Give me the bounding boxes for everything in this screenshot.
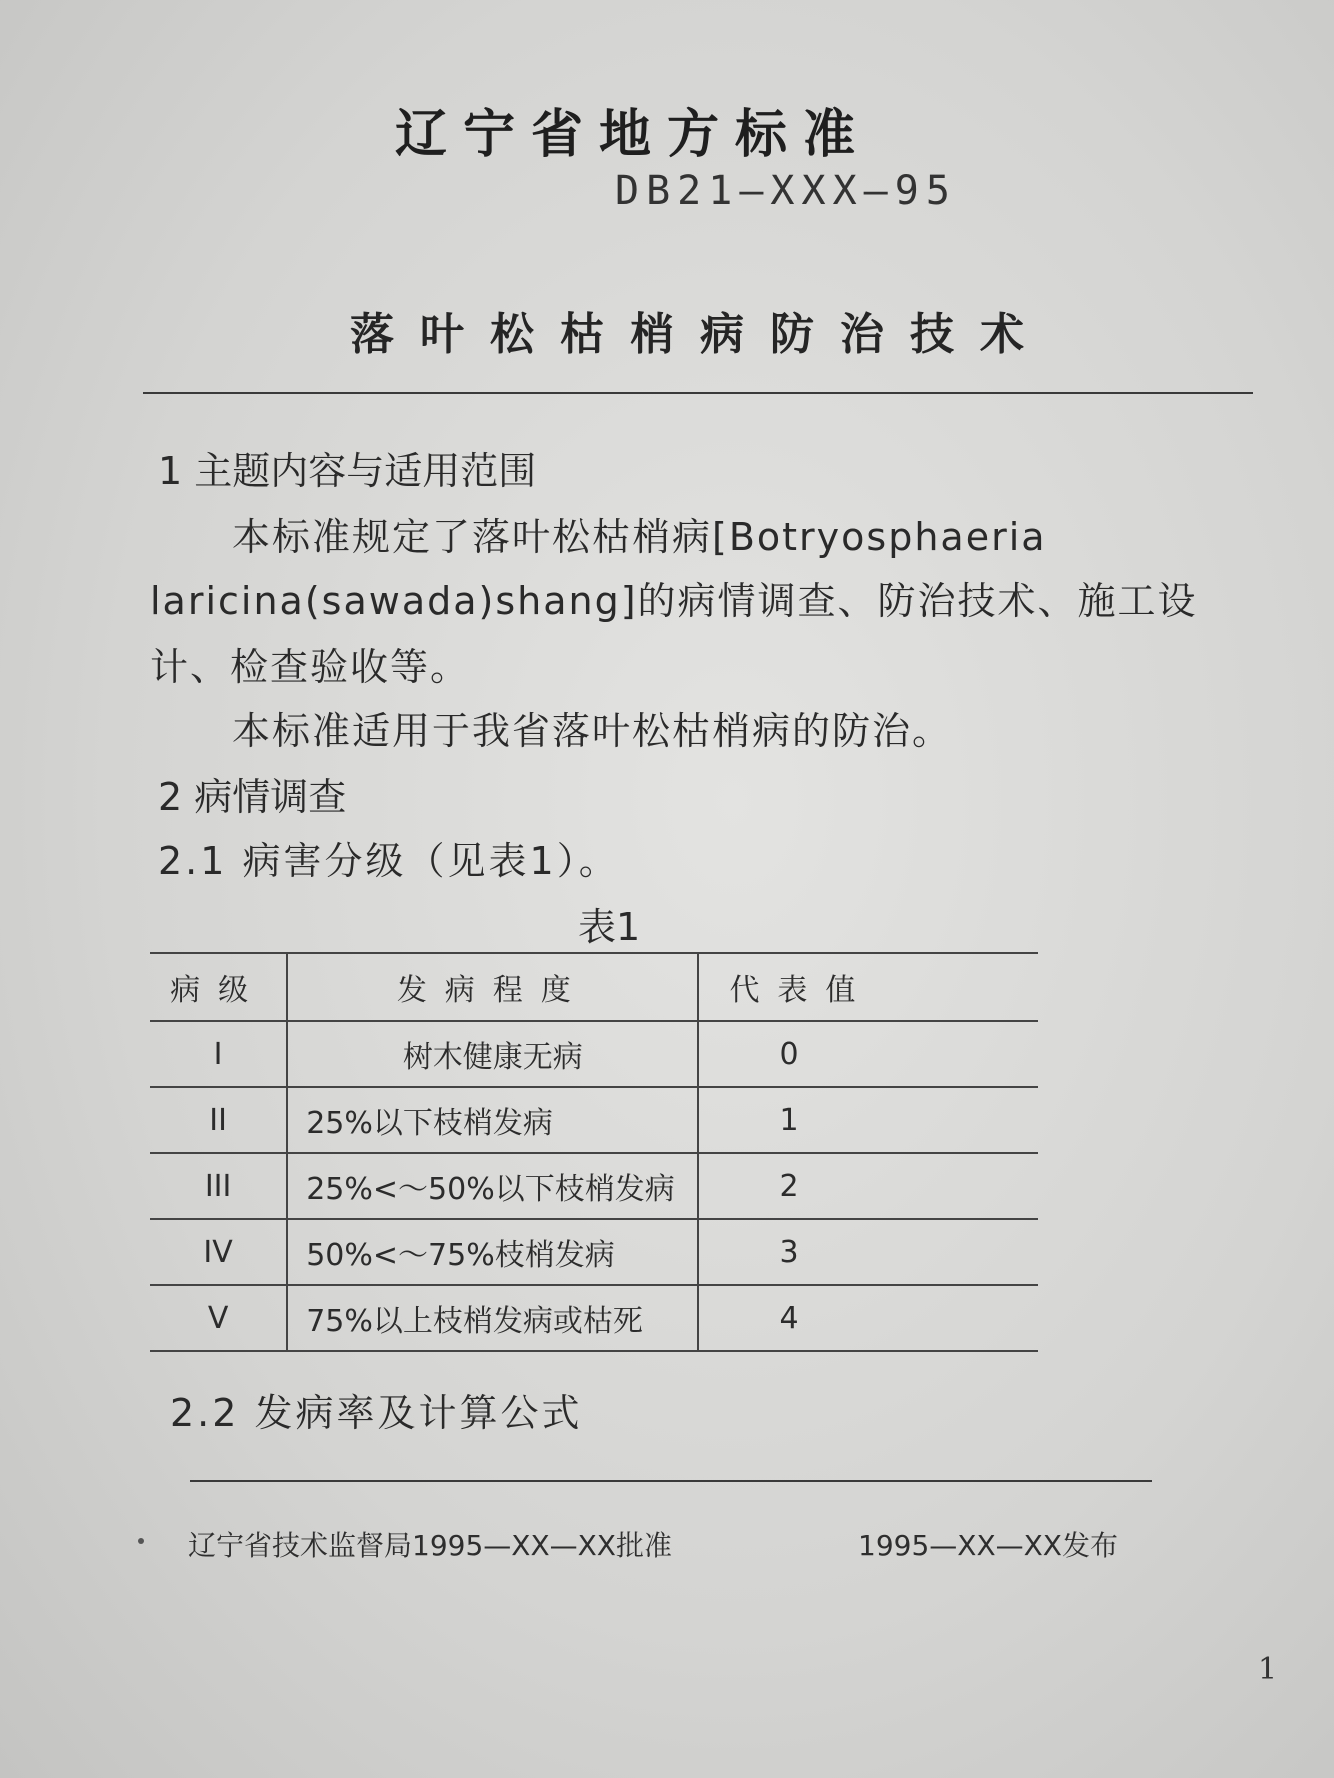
page-number: 1: [1258, 1652, 1278, 1687]
section-1-paragraph-1-line-2: laricina(sawada)shang]的病情调查、防治技术、施工设: [150, 579, 1198, 623]
column-header-grade: 病级: [150, 953, 287, 1021]
grade-cell: IV: [150, 1219, 287, 1285]
column-header-value: 代表值: [698, 953, 1038, 1021]
table-row: [150, 1153, 1038, 1219]
table-row: [150, 1219, 1038, 1285]
grade-cell: V: [150, 1285, 287, 1351]
column-header-severity: 发病程度: [287, 953, 698, 1021]
document-code: DB21—XXX—95: [615, 168, 957, 214]
table-header-row: [150, 953, 1038, 1021]
bullet-dot: [138, 1538, 144, 1544]
section-2-1-heading: 2.1 病害分级（见表1）。: [158, 839, 620, 883]
severity-cell: 树木健康无病: [287, 1021, 698, 1087]
grade-cell: III: [150, 1153, 287, 1219]
value-cell: 3: [698, 1219, 1038, 1285]
document-title: 辽宁省地方标准: [395, 105, 872, 165]
table-row: [150, 1021, 1038, 1087]
severity-cell: 75%以上枝梢发病或枯死: [287, 1285, 698, 1351]
section-2-2-heading: 2.2 发病率及计算公式: [170, 1391, 583, 1435]
value-cell: 4: [698, 1285, 1038, 1351]
section-1-paragraph-2: 本标准适用于我省落叶松枯梢病的防治。: [232, 709, 953, 753]
grade-cell: II: [150, 1087, 287, 1153]
header-divider: [143, 392, 1253, 394]
footer-divider: [190, 1480, 1152, 1482]
section-1-paragraph-1-line-3: 计、检查验收等。: [150, 645, 471, 689]
section-2-heading: 2 病情调查: [158, 775, 347, 819]
severity-cell: 25%<～50%以下枝梢发病: [287, 1153, 698, 1219]
disease-grade-table: [150, 952, 1038, 1352]
section-1-paragraph-1-line-1: 本标准规定了落叶松枯梢病[Botryosphaeria: [232, 515, 1047, 559]
section-1-heading: 1 主题内容与适用范围: [158, 449, 537, 493]
grade-cell: I: [150, 1021, 287, 1087]
table-row: [150, 1087, 1038, 1153]
approval-note: 辽宁省技术监督局1995—XX—XX批准: [188, 1529, 672, 1562]
value-cell: 0: [698, 1021, 1038, 1087]
table-row: [150, 1285, 1038, 1351]
release-note: 1995—XX—XX发布: [858, 1529, 1118, 1562]
value-cell: 2: [698, 1153, 1038, 1219]
table-caption: 表1: [578, 905, 641, 949]
document-subtitle: 落叶松枯梢病防治技术: [350, 309, 1050, 360]
severity-cell: 25%以下枝梢发病: [287, 1087, 698, 1153]
severity-cell: 50%<～75%枝梢发病: [287, 1219, 698, 1285]
value-cell: 1: [698, 1087, 1038, 1153]
